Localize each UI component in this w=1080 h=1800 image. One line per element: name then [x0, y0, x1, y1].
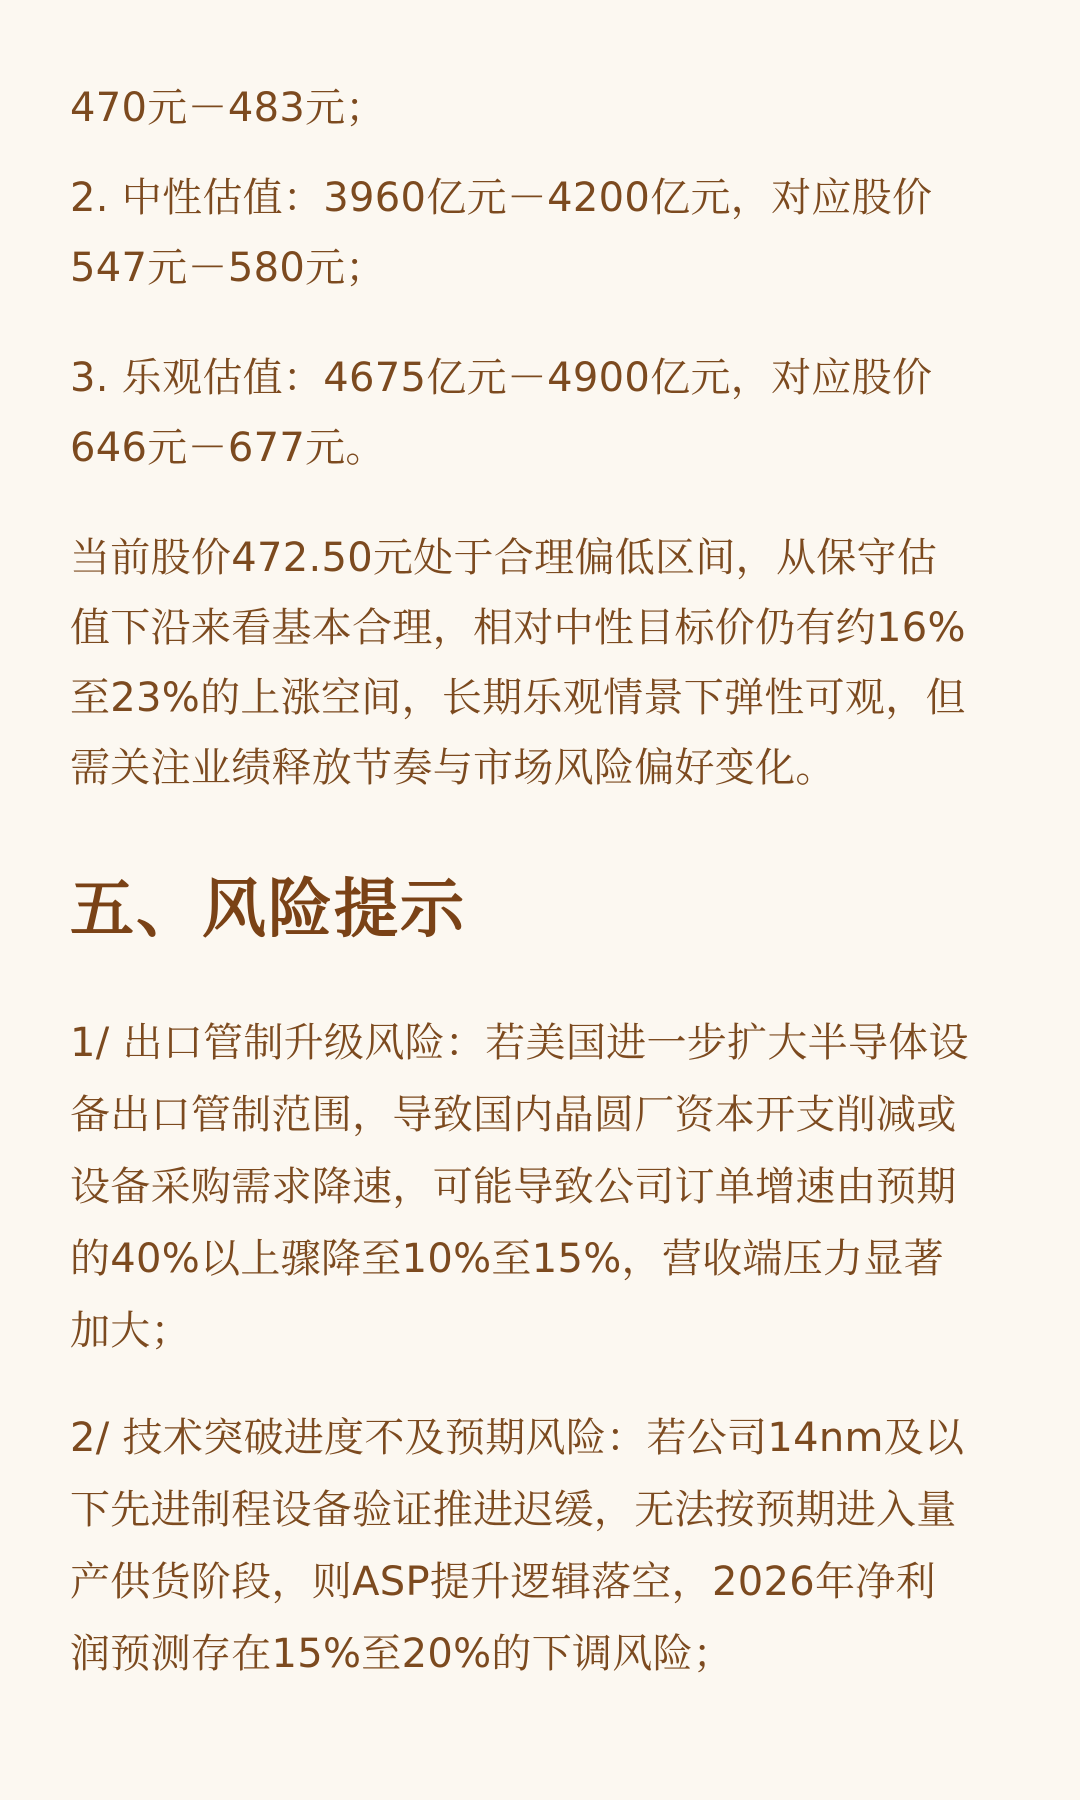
risk-item-2-line-2: 下先进制程设备验证推进迟缓，无法按预期进入量 — [70, 1487, 957, 1533]
summary-line-2: 值下沿来看基本合理，相对中性目标价仍有约16% — [70, 605, 966, 651]
neutral-valuation-line-1: 2. 中性估值：3960亿元－4200亿元，对应股价 — [70, 175, 933, 221]
risk-item-1-line-1: 1/ 出口管制升级风险：若美国进一步扩大半导体设 — [70, 1020, 969, 1066]
risk-item-2-line-4: 润预测存在15%至20%的下调风险； — [70, 1631, 734, 1677]
summary-line-3: 至23%的上涨空间，长期乐观情景下弹性可观，但 — [70, 675, 966, 721]
optimistic-valuation-line-2: 646元－677元。 — [70, 425, 386, 471]
summary-line-1: 当前股价472.50元处于合理偏低区间，从保守估 — [70, 535, 938, 581]
risk-item-1-line-2: 备出口管制范围，导致国内晶圆厂资本开支削减或 — [70, 1092, 957, 1138]
article-page — [70, 0, 1010, 1800]
risk-item-2-line-1: 2/ 技术突破进度不及预期风险：若公司14nm及以 — [70, 1415, 965, 1461]
risk-item-2-line-3: 产供货阶段，则ASP提升逻辑落空，2026年净利 — [70, 1559, 936, 1605]
risk-item-1-line-4: 的40%以上骤降至10%至15%，营收端压力显著 — [70, 1236, 944, 1282]
neutral-valuation-line-2: 547元－580元； — [70, 245, 386, 291]
risk-item-1-line-3: 设备采购需求降速，可能导致公司订单增速由预期 — [70, 1164, 957, 1210]
summary-line-4: 需关注业绩释放节奏与市场风险偏好变化。 — [70, 745, 836, 791]
optimistic-valuation-line-1: 3. 乐观估值：4675亿元－4900亿元，对应股价 — [70, 355, 933, 401]
section-heading-risk: 五、风险提示 — [70, 873, 466, 947]
risk-item-1-line-5: 加大； — [70, 1308, 191, 1354]
conservative-valuation-tail: 470元－483元； — [70, 85, 386, 131]
